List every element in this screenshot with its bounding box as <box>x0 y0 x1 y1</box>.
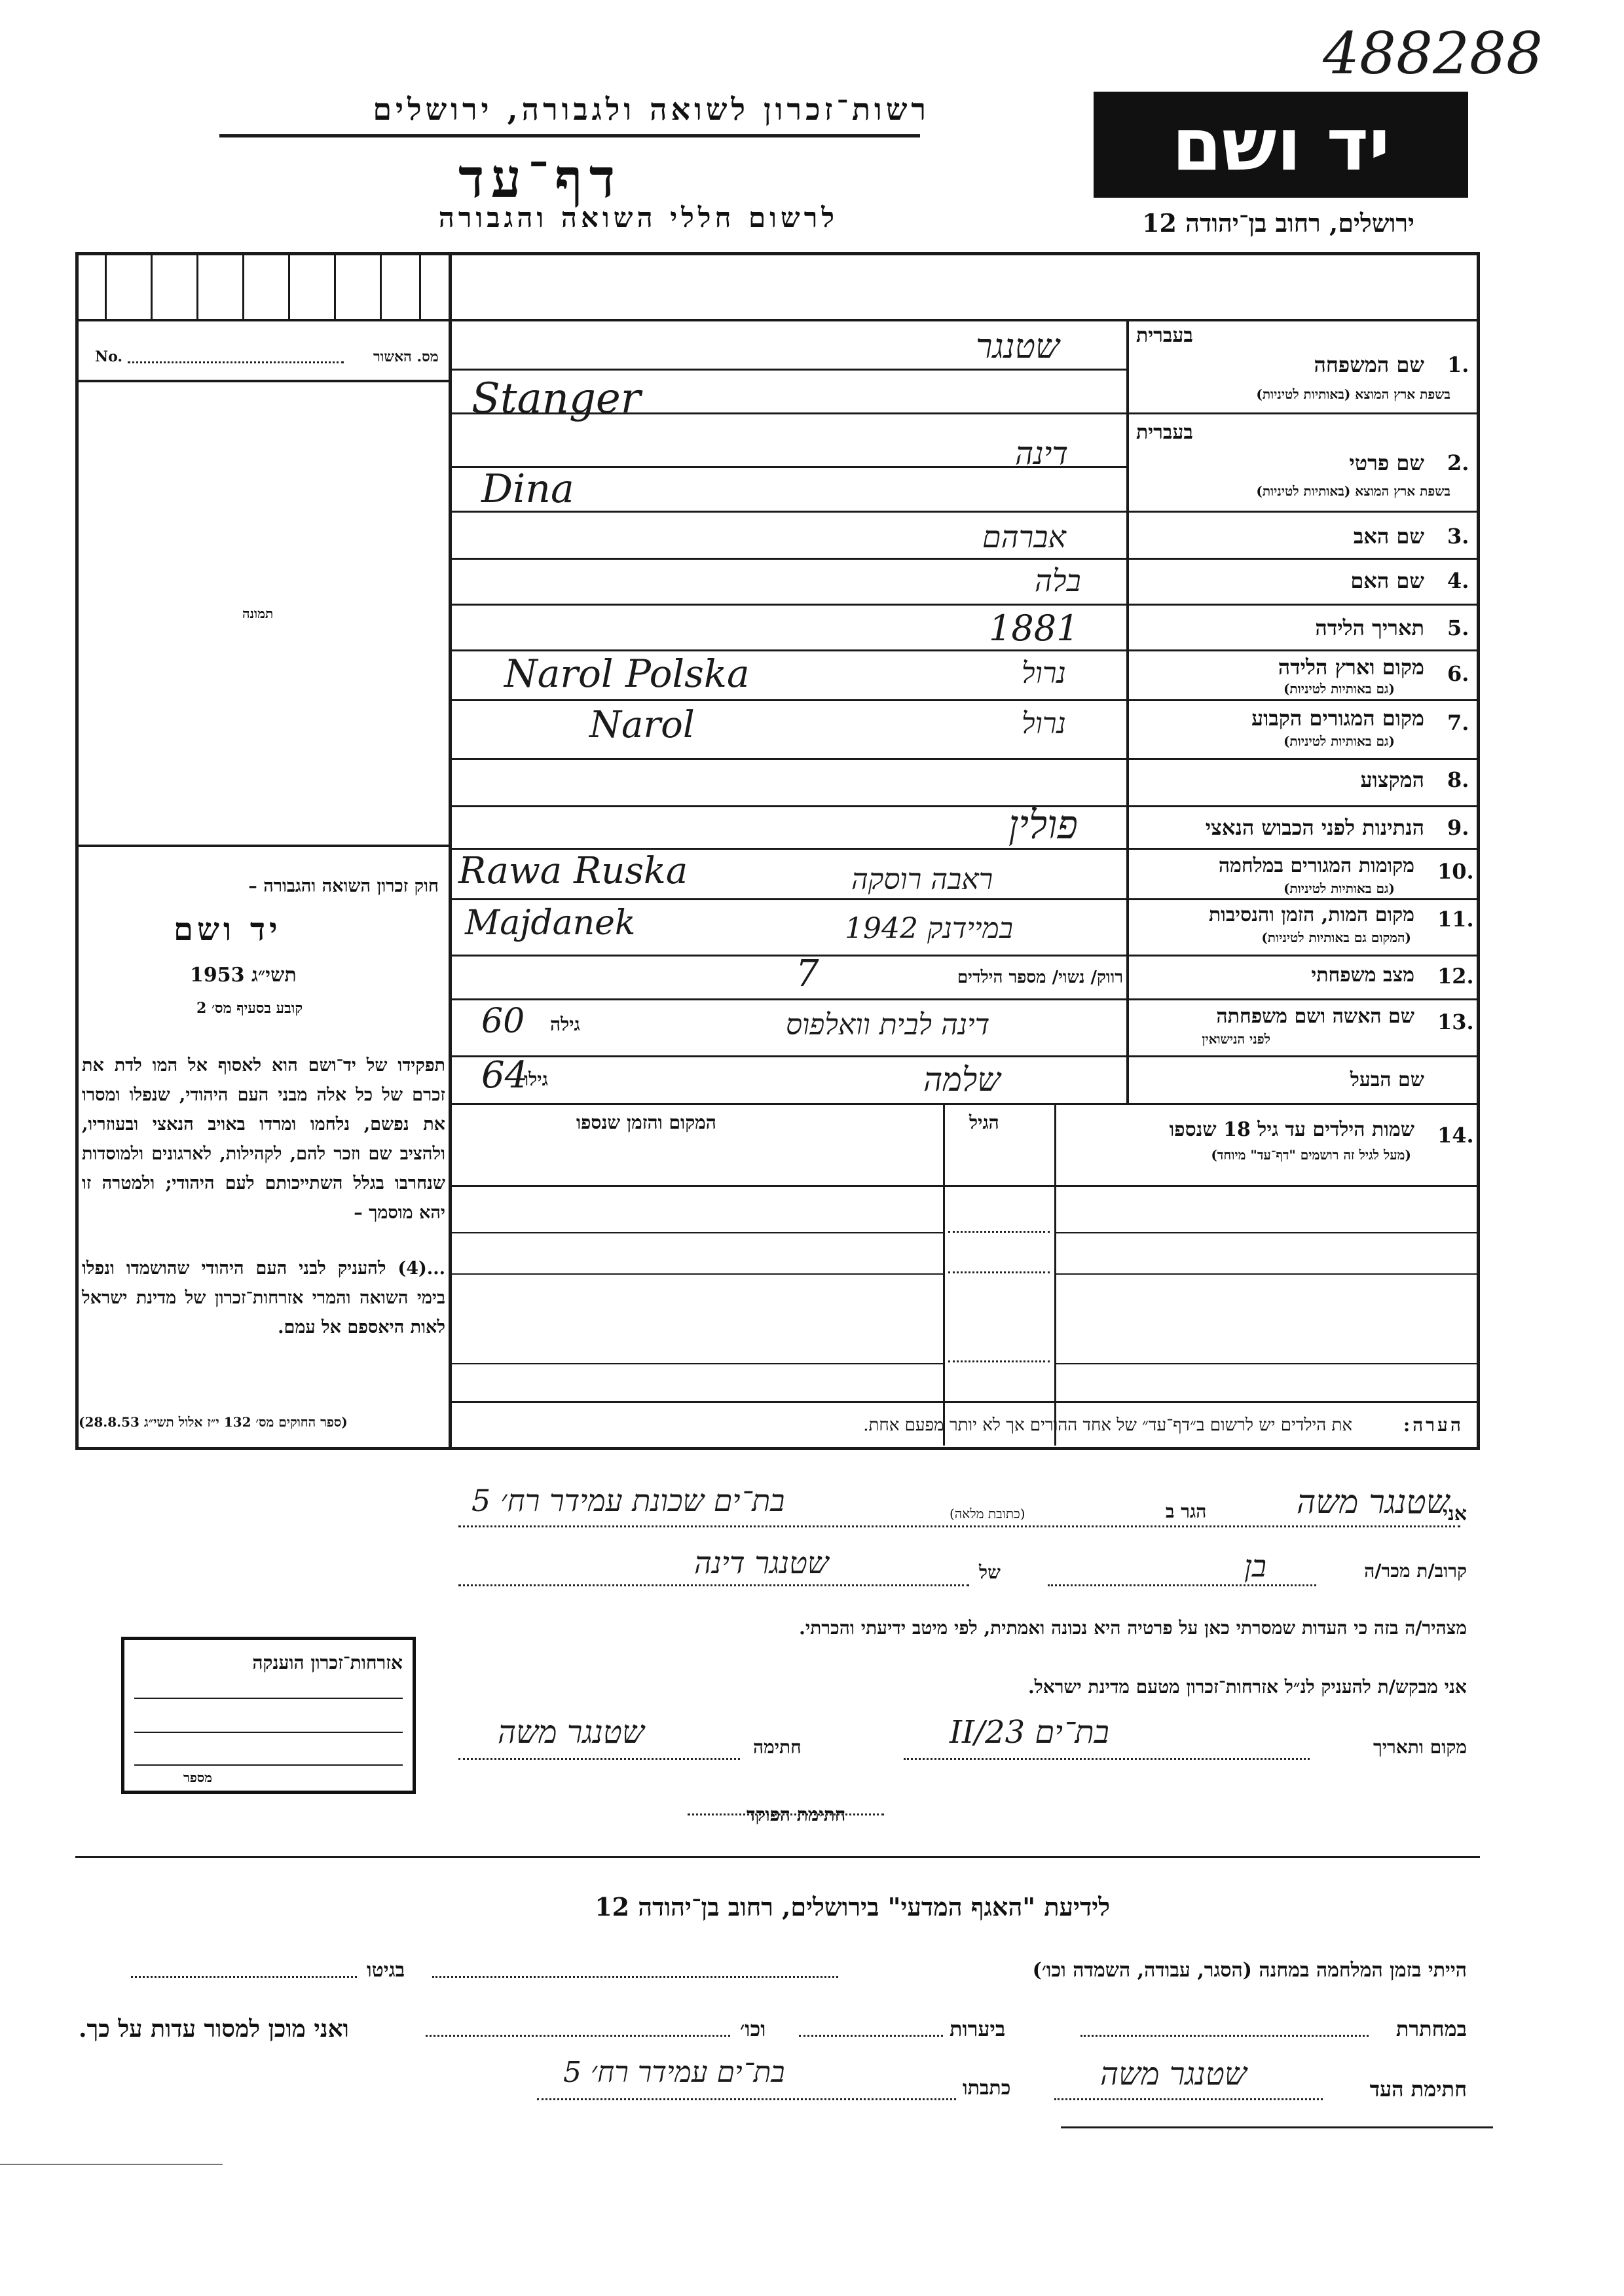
header-address: ירושלים, רחוב בן־יהודה 12 <box>1142 208 1414 238</box>
declaration-relative-value[interactable]: בן <box>1244 1548 1266 1584</box>
info-forests-label: ביערות <box>950 2016 1006 2041</box>
field-12-label: מצב משפחתי <box>1311 964 1414 987</box>
section-separator <box>75 1856 1480 1858</box>
declaration-line <box>904 1758 1310 1760</box>
info-address-label: כתבתו <box>963 2077 1011 2100</box>
field-13-number: 13. <box>1437 1010 1474 1034</box>
frame-bottom <box>75 1447 1480 1450</box>
children-row-1-age[interactable] <box>948 1231 1050 1233</box>
bottom-rule <box>1061 2126 1493 2128</box>
children-row-line <box>451 1273 945 1275</box>
info-underground-label: במחתרת <box>1395 2016 1467 2041</box>
approval-no-field[interactable] <box>128 361 344 363</box>
field-11-value-hebrew[interactable]: במיידנק 1942 <box>845 912 1013 945</box>
field-6-number: 6. <box>1447 661 1469 686</box>
citizenship-box-title: אזרחות־זכרון הוענקה <box>252 1652 403 1673</box>
yad-vashem-logo <box>1094 92 1468 198</box>
declaration-signature-label: חתימה <box>753 1736 802 1758</box>
husband-age-value[interactable]: 64 <box>481 1054 528 1097</box>
law-name: יד ושם <box>174 911 282 948</box>
field-11-number: 11. <box>1437 907 1474 932</box>
citizenship-box-line <box>134 1732 403 1733</box>
field-5-number: 5. <box>1447 615 1469 640</box>
declaration-signature-value[interactable]: שטנגר משה <box>498 1714 644 1751</box>
field-10-value-hebrew[interactable]: ראבה רוסקה <box>851 863 993 896</box>
declaration-of-label: של <box>979 1561 1001 1583</box>
field-1-number: 1. <box>1447 352 1469 377</box>
row-line <box>451 758 1479 760</box>
children-col-divider <box>1054 1105 1056 1446</box>
left-panel-divider <box>449 252 452 1450</box>
law-text-2: ...(4) להעניק לבני העם היהודי שהושמדו ונפלו בימי השואה והמרי אזרחות־זכרון של מדינת ישראל לאות היאספם אל עמם. <box>82 1258 445 1338</box>
frame-top-row-bottom <box>75 319 1480 321</box>
info-ghetto-label: בגיטו <box>367 1959 405 1982</box>
info-witness-label: חתימת העד <box>1369 2077 1467 2102</box>
field-13-value[interactable]: דינה לבית וואלפוס <box>786 1008 990 1042</box>
declaration-of-value[interactable]: שטנגר דינה <box>694 1545 829 1580</box>
header-title: דף־עד <box>458 147 622 210</box>
approval-no-suffix: No. <box>95 348 123 365</box>
field-8-number: 8. <box>1447 767 1469 792</box>
info-ghetto-field[interactable] <box>131 1976 357 1978</box>
row-line <box>451 699 1479 701</box>
header-subtitle: לרשום חללי השואה והגבורה <box>438 202 838 234</box>
declaration-address-label: הגר ב <box>1166 1501 1207 1522</box>
field-2-label: שם פרטי <box>1349 450 1424 475</box>
logo-text: יד ושם <box>1172 103 1390 187</box>
info-title: לידיעת "האגף המדעי" בירושלים, רחוב בן־יהודה 12 <box>595 1892 1110 1922</box>
field-4-number: 4. <box>1447 568 1469 593</box>
citizenship-box <box>121 1637 416 1794</box>
law-ref: (ספר החוקים מס׳ 132 י״ז אלול תשי״ג 28.8.53) <box>79 1414 348 1430</box>
law-text-1: תפקידו של יד־ושם הוא לאסוף אל המו לדת את זכרם של כל אלה מבני העם היהודי, שנפלו ומסרו את נפשם, נלחמו ומרדו באויב הנאצי ובעוזריו, ולהציב שם וזכר להם, לקהילות, לארגונים ולמוסדות שנחרבו בגלל השתייכותם לעם היהודי; ולמטרה זו יהא מוסמך – <box>82 1055 445 1223</box>
children-row-line <box>451 1185 1479 1187</box>
field-4-label: שם האם <box>1350 568 1424 593</box>
photo-box-top <box>79 380 451 382</box>
husband-age-label: גילו <box>524 1068 548 1090</box>
declaration-address-value[interactable]: בת־ים שכונת עמידר רח׳ 5 <box>471 1483 785 1518</box>
row-line <box>451 898 1479 900</box>
info-etc-label: וכו׳ <box>740 2016 766 2041</box>
children-age-header: הגיל <box>969 1112 999 1133</box>
field-12-options: רווק/ נשוי/ מספר הילדים <box>957 968 1123 987</box>
info-camp-field[interactable] <box>432 1976 838 1978</box>
row-line <box>451 998 1479 1000</box>
field-7-number: 7. <box>1447 710 1469 735</box>
note-text: את הילדים יש לרשום ב״דף־עד״ של אחד ההורים אך לא יותר מפעם אחת. <box>863 1415 1352 1435</box>
children-place-header: המקום והזמן שנספו <box>576 1112 716 1133</box>
declaration-address-sub: (כתובת מלאה) <box>950 1506 1025 1522</box>
bottom-rule <box>0 2164 223 2165</box>
declaration-ani-label: אני <box>1443 1503 1467 1525</box>
info-line1: הייתי בזמן המלחמה במחנה (הסגר, עבודה, השמדה וכו׳) <box>1032 1959 1467 1982</box>
husband-label: שם הבעל <box>1350 1068 1424 1091</box>
field-12-value[interactable]: 7 <box>796 953 819 995</box>
header-underline <box>219 134 920 137</box>
box-divider <box>242 252 244 321</box>
field-8-label: המקצוע <box>1360 767 1424 792</box>
box-divider <box>151 252 153 321</box>
official-signature-label: חתימת הפוקד <box>747 1804 846 1825</box>
field-3-value[interactable]: אברהם <box>982 519 1067 555</box>
photo-box-bottom <box>79 845 451 847</box>
children-label: שמות הילדים עד גיל 18 שנספו <box>1169 1118 1414 1141</box>
field-6-value-hebrew[interactable]: נרול <box>1022 657 1066 690</box>
box-divider <box>196 252 198 321</box>
children-col-divider <box>943 1105 945 1446</box>
children-row-line <box>451 1232 945 1233</box>
law-title: חוק זכרון השואה והגבורה – <box>248 876 439 896</box>
field-9-value[interactable]: פולין <box>1008 802 1078 848</box>
field-10-sub: (גם באותיות לטיניות) <box>1283 881 1395 896</box>
field-2-hebrew-tag: בעברית <box>1136 421 1193 444</box>
field-2-sub: בשפת ארץ המוצא (באותיות לטיניות) <box>1256 483 1450 499</box>
children-table-bottom <box>451 1401 1479 1403</box>
row-line <box>451 1055 1479 1057</box>
row-line <box>451 511 1479 513</box>
field-3-number: 3. <box>1447 524 1469 549</box>
box-divider <box>380 252 382 321</box>
field-1-value-latin[interactable]: Stanger <box>471 374 641 423</box>
field-2-value-latin[interactable]: Dina <box>481 466 574 512</box>
field-7-value-latin[interactable]: Narol <box>589 704 695 746</box>
field-7-label: מקום המגורים הקבוע <box>1251 706 1424 731</box>
declaration-relative-label: קרוב/ת מכר/ה <box>1364 1560 1467 1582</box>
children-number: 14. <box>1437 1123 1474 1148</box>
field-2-number: 2. <box>1447 450 1469 475</box>
field-13-label: שם האשה ושם משפחתה <box>1216 1005 1414 1028</box>
box-divider <box>334 252 336 321</box>
row-line <box>451 805 1479 807</box>
field-12-number: 12. <box>1437 964 1474 989</box>
row-line <box>451 369 1128 371</box>
field-11-label: מקום המות, הזמן והנסיבות <box>1208 903 1414 926</box>
field-1-value-hebrew[interactable]: שטנגר <box>976 327 1060 367</box>
field-3-label: שם האב <box>1353 524 1424 549</box>
box-divider <box>105 252 107 321</box>
field-6-value-latin[interactable]: Narol Polska <box>504 651 750 696</box>
row-line <box>451 558 1479 560</box>
row-line <box>451 1103 1479 1105</box>
info-etc-field[interactable] <box>426 2035 730 2037</box>
citizenship-box-line <box>134 1764 403 1766</box>
info-testimony-text: ואני מוכן למסור עדות על כך. <box>79 2015 349 2043</box>
husband-value[interactable]: שלמה <box>923 1061 1001 1099</box>
field-5-value[interactable]: 1881 <box>989 608 1079 649</box>
info-address-value[interactable]: בת־ים עמידר רח׳ 5 <box>563 2056 785 2089</box>
field-2-value-hebrew[interactable]: דינה <box>1015 435 1069 472</box>
declaration-statement-1: מצהיר/ה בזה כי העדות שמסרתי כאן על פרטיה היא נכונה ואמתית, לפי מיטב ידיעתי והכרתי. <box>799 1617 1467 1639</box>
field-10-value-latin[interactable]: Rawa Ruska <box>458 850 688 892</box>
declaration-statement-2: אני מבקש/ת להעניק לנ״ל אזרחות־זכרון מטעם מדינת ישראל. <box>1027 1676 1467 1698</box>
field-11-sub: (המקום גם באותיות לטיניות) <box>1261 930 1411 945</box>
law-year: תשי״ג 1953 <box>190 964 297 987</box>
declaration-line <box>458 1584 969 1586</box>
box-divider <box>288 252 290 321</box>
citizenship-box-number: מספר <box>183 1770 212 1785</box>
law-section: קובע בסעיף מס׳ 2 <box>196 1000 303 1017</box>
approval-no-label: מס. האשור <box>373 348 439 365</box>
label-column-divider <box>1126 319 1129 1104</box>
field-7-sub: (גם באותיות לטיניות) <box>1283 733 1395 749</box>
children-row-line <box>1056 1363 1477 1364</box>
declaration-place-date-label: מקום ותאריך <box>1373 1736 1467 1758</box>
field-13-age-value[interactable]: 60 <box>481 1002 525 1041</box>
field-10-label: מקומות המגורים במלחמה <box>1218 854 1414 877</box>
row-line <box>451 955 1479 957</box>
field-4-value[interactable]: בלה <box>1035 563 1081 598</box>
info-address-line <box>537 2098 956 2100</box>
field-6-sub: (גם באותיות לטיניות) <box>1283 681 1395 697</box>
children-row-3-age[interactable] <box>948 1360 1050 1362</box>
declaration-line <box>458 1525 1460 1527</box>
info-witness-value[interactable]: שטנגר משה <box>1100 2056 1247 2092</box>
row-line <box>451 604 1479 606</box>
box-divider <box>419 252 421 321</box>
children-row-line <box>451 1363 945 1364</box>
form-number: 488288 <box>1323 20 1543 87</box>
field-11-value-latin[interactable]: Majdanek <box>465 903 636 943</box>
info-underground-field[interactable] <box>1080 2035 1369 2037</box>
declaration-place-date-value[interactable]: בת־ים 23/II <box>950 1714 1109 1751</box>
field-1-hebrew-tag: בעברית <box>1136 324 1193 347</box>
note-label: הערה: <box>1403 1414 1464 1436</box>
field-13-age-label: גילה <box>550 1013 580 1035</box>
field-5-label: תאריך הלידה <box>1315 615 1424 640</box>
declaration-ani-value[interactable]: שטנגר משה <box>1297 1483 1450 1521</box>
info-forests-field[interactable] <box>799 2035 943 2037</box>
frame-left <box>75 252 79 1450</box>
field-13-sub: לפני הנישואין <box>1202 1031 1270 1047</box>
photo-label: תמונה <box>242 606 274 621</box>
frame-right <box>1477 252 1480 1450</box>
children-sub: (מעל לגיל זה רושמים "דף־עד" מיוחד) <box>1211 1147 1411 1163</box>
field-9-number: 9. <box>1447 815 1469 840</box>
citizenship-box-line <box>134 1698 403 1699</box>
declaration-line <box>458 1758 740 1760</box>
declaration-line <box>1048 1584 1316 1586</box>
field-1-sub: בשפת ארץ המוצא (באותיות לטיניות) <box>1256 386 1450 402</box>
children-row-line <box>1056 1232 1477 1233</box>
header-authority: רשות־זכרון לשואה ולגבורה, ירושלים <box>373 92 930 127</box>
field-6-label: מקום וארץ הלידה <box>1278 655 1424 680</box>
field-10-number: 10. <box>1437 859 1474 884</box>
children-row-line <box>1056 1273 1477 1275</box>
field-9-label: הנתינות לפני הכבוש הנאצי <box>1205 815 1424 840</box>
frame-top <box>75 252 1480 255</box>
children-row-2-age[interactable] <box>948 1271 1050 1273</box>
field-1-label: שם המשפחה <box>1314 352 1424 377</box>
info-witness-line <box>1054 2098 1323 2100</box>
field-7-value-hebrew[interactable]: נרול <box>1022 707 1066 740</box>
